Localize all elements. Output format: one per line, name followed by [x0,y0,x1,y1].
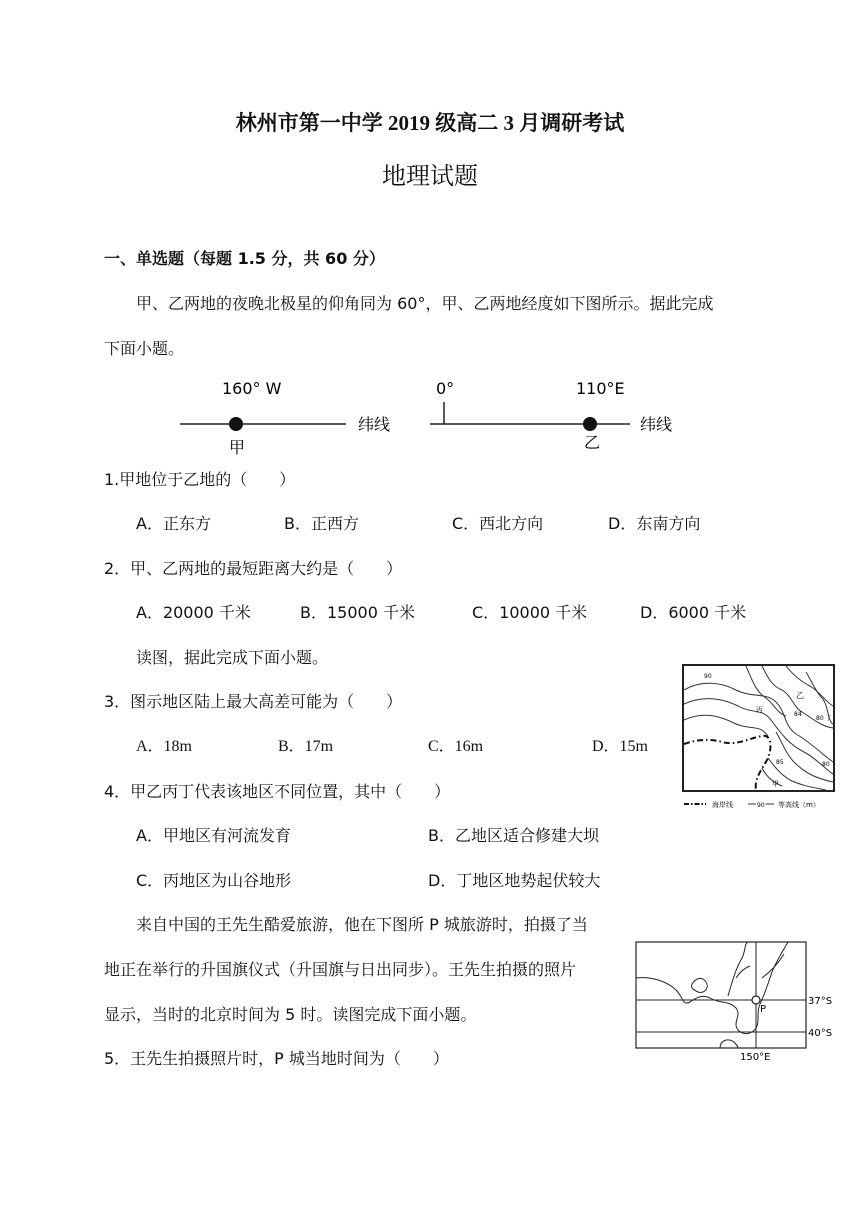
q1-stem: 1.甲地位于乙地的（ ） [104,470,296,489]
legend-contour: 等高线（m） [778,801,820,809]
q3-stem: 3．图示地区陆上最大高差可能为（ ） [104,692,403,711]
position-yi: 乙 [796,691,804,700]
q3-option-a: A．18m [136,738,193,755]
intro3-line3: 显示，当时的北京时间为 5 时。读图完成下面小题。 [104,1005,477,1024]
q2-option-d: D．6000 千米 [640,603,747,622]
q2-option-b: B．15000 千米 [300,603,415,622]
legend-contour-value: 90 [757,802,765,809]
point-jia-label: 甲 [229,438,246,457]
latitude-37s: 37°S [808,996,833,1007]
contour-map [676,662,838,814]
position-bing: 丙 [756,706,763,714]
q2-stem: 2．甲、乙两地的最短距离大约是（ ） [104,559,403,578]
intro1-line1: 甲、乙两地的夜晚北极星的仰角同为 60°，甲、乙两地经度如下图所示。据此完成 [136,294,714,313]
prime-meridian-label: 0° [436,379,455,398]
right-latitude-label: 纬线 [640,415,673,434]
q5-stem: 5．王先生拍摄照片时，P 城当地时间为（ ） [104,1049,449,1068]
q3-option-c: C．16m [428,738,484,755]
exam-subtitle: 地理试题 [382,162,478,190]
q1-option-b: B．正西方 [284,514,359,533]
latitude-40s: 40°S [808,1028,833,1039]
contour-label-90: 90 [704,673,712,680]
q3-option-b: B．17m [278,738,334,755]
q1-option-c: C．西北方向 [452,514,544,533]
p-city-map [632,938,838,1064]
q4-stem: 4．甲乙丙丁代表该地区不同位置，其中（ ） [104,782,451,801]
q1-option-d: D．东南方向 [608,514,701,533]
contour-label-84: 84 [794,711,802,718]
longitude-figure [170,372,700,460]
contour-label-80: 80 [822,761,830,768]
q2-option-a: A．20000 千米 [136,603,251,622]
q2-option-c: C．10000 千米 [472,603,588,622]
legend-coastline: 海岸线 [712,801,733,809]
exam-title: 林州市第一中学 2019 级高二 3 月调研考试 [235,111,625,135]
section-heading: 一、单选题（每题 1.5 分，共 60 分） [104,249,385,268]
longitude-150e: 150°E [740,1052,771,1063]
right-longitude-label: 110°E [576,379,625,398]
q1-option-a: A．正东方 [136,514,211,533]
q3-option-d: D．15m [592,738,649,755]
q4-option-c: C．丙地区为山谷地形 [136,871,292,890]
q4-option-a: A．甲地区有河流发育 [136,826,291,845]
point-p-label: P [760,1004,767,1015]
contour-label-85: 85 [776,759,784,766]
point-p [752,996,760,1004]
intro1-line2: 下面小题。 [104,339,185,358]
point-jia [229,417,243,431]
left-longitude-label: 160° W [222,379,282,398]
q4-option-d: D．丁地区地势起伏较大 [428,871,601,890]
intro3-line1: 来自中国的王先生酷爱旅游，他在下图所 P 城旅游时，拍摄了当 [136,915,588,934]
intro3-line2: 地正在举行的升国旗仪式（升国旗与日出同步）。王先生拍摄的照片 [104,960,577,979]
point-yi-label: 乙 [584,433,601,452]
point-yi [583,417,597,431]
q4-option-b: B．乙地区适合修建大坝 [428,826,599,845]
intro2: 读图，据此完成下面小题。 [136,648,329,667]
position-jia: 甲 [772,780,779,788]
position-ding: 80 丁 [816,715,832,722]
left-latitude-label: 纬线 [358,415,391,434]
